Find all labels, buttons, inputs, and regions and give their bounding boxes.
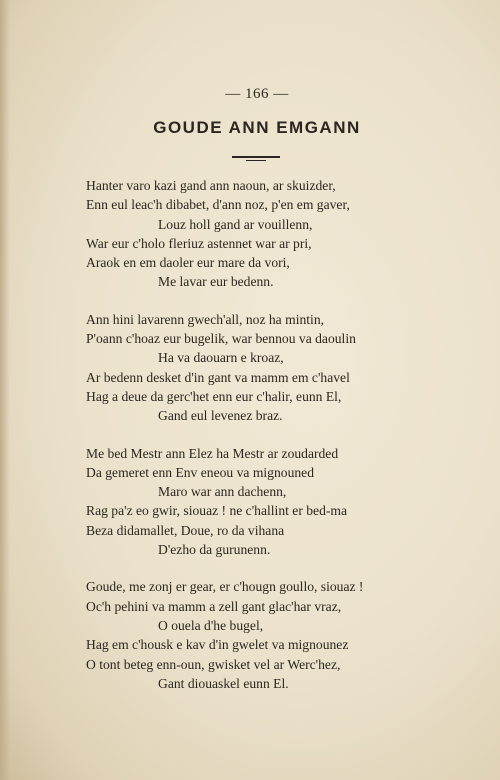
page-number: — 166 —: [225, 86, 289, 102]
verse-line: Araok en em daoler eur mare da vori,: [86, 255, 290, 271]
verse-line: P'oann c'hoaz eur bugelik, war bennou va daoulin: [86, 331, 356, 347]
stanza: [86, 577, 486, 693]
verse-line: D'ezho da gurunenn.: [158, 542, 271, 558]
verse-line: O ouela d'he bugel,: [158, 617, 264, 633]
title-ornament-rule: [232, 156, 280, 158]
poem-body: [86, 176, 486, 711]
verse-line: Hanter varo kazi gand ann naoun, ar skuizder,: [86, 178, 336, 193]
verse-line: Maro war ann dachenn,: [158, 484, 287, 500]
verse-line: O tont beteg enn-oun, gwisket vel ar Werc'hez,: [86, 656, 341, 672]
verse-line: Ha va daouarn e kroaz,: [158, 350, 284, 366]
verse-line: Ar bedenn desket d'in gant va mamm em c'havel: [86, 369, 350, 385]
verse-line: Rag pa'z eo gwir, siouaz ! ne c'hallint er bed-ma: [86, 503, 348, 519]
stanza: [86, 310, 486, 426]
verse-line: Hag em c'housk e kav d'in gwelet va mignounez: [86, 637, 349, 653]
verse-line: Gand eul levenez braz.: [158, 408, 283, 424]
verse-line: Louz holl gand ar vouillenn,: [158, 216, 313, 232]
verse-line: Ann hini lavarenn gwech'all, noz ha mintin,: [86, 311, 325, 327]
verse-line: Oc'h pehini va mamm a zell gant glac'har vraz,: [86, 598, 342, 614]
poem-title: GOUDE ANN EMGANN: [153, 118, 361, 137]
verse-line: Gant diouaskel eunn El.: [158, 675, 289, 691]
verse-line: Enn eul leac'h dibabet, d'ann noz, p'en em gaver,: [86, 197, 350, 213]
stanza: [86, 444, 486, 560]
verse-line: Goude, me zonj er gear, er c'hougn goullo, siouaz !: [86, 579, 364, 595]
verse-line: Me bed Mestr ann Elez ha Mestr ar zoudarded: [86, 445, 339, 461]
verse-line: Me lavar eur bedenn.: [158, 274, 274, 290]
verse-line: Hag a deue da gerc'het enn eur c'halir, eunn El,: [86, 388, 342, 404]
page-edge-shadow: [0, 0, 10, 780]
stanza: [86, 176, 486, 292]
verse-line: War eur c'holo fleriuz astennet war ar pri,: [86, 235, 312, 251]
verse-line: Da gemeret enn Env eneou va mignouned: [86, 464, 314, 480]
verse-line: Beza didamallet, Doue, ro da vihana: [86, 522, 285, 538]
